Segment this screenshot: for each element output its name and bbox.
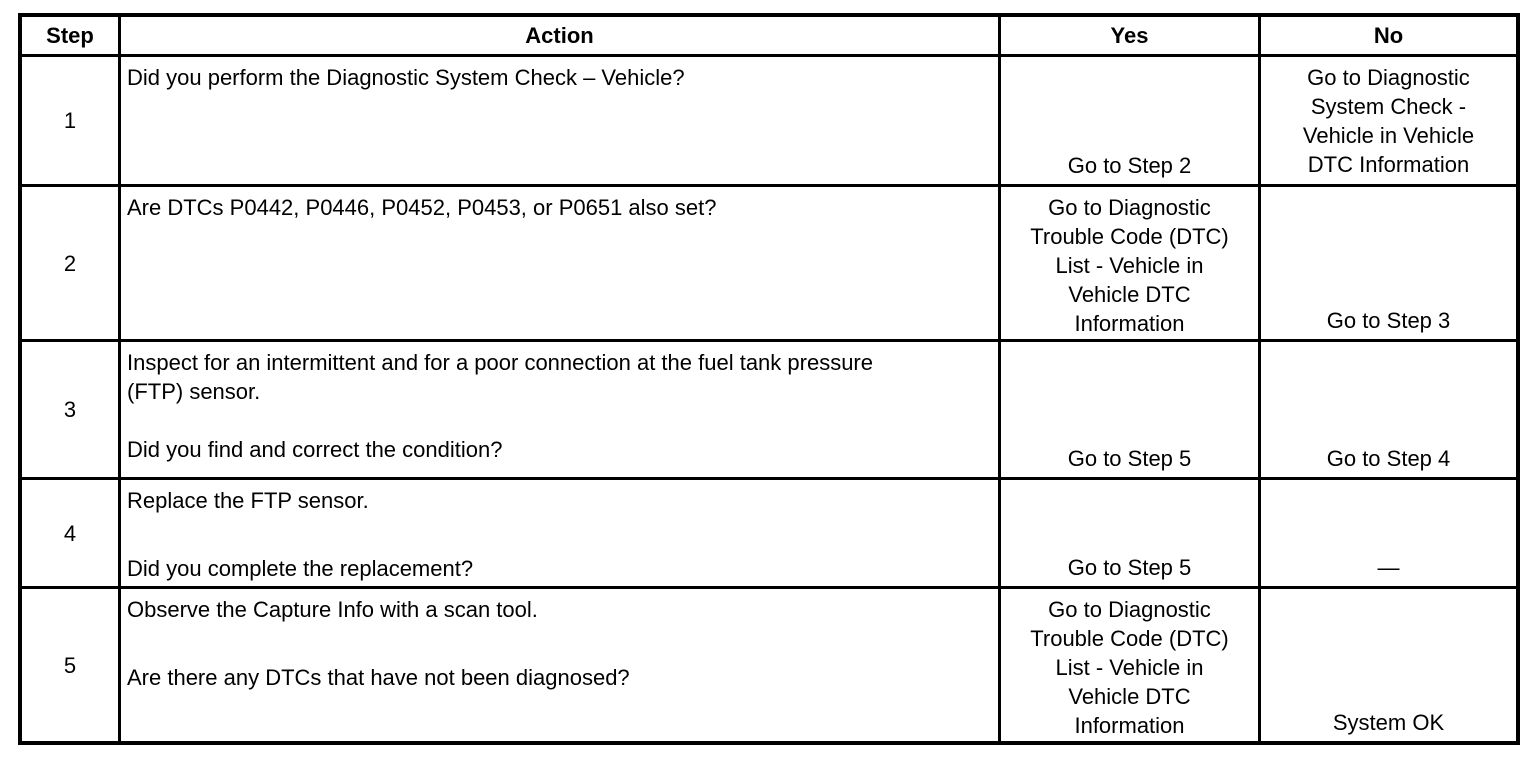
header-action: Action xyxy=(525,23,594,48)
step-number: 1 xyxy=(63,108,77,133)
yes-cell xyxy=(1001,589,1258,741)
header-step: Step xyxy=(46,23,94,48)
yes-text: Go to Diagnostic Trouble Code (DTC) List - Vehicle in Vehicle DTC Information xyxy=(1030,195,1229,336)
action-cell xyxy=(121,57,998,184)
action-text: Inspect for an intermittent and for a poor connection at the fuel tank pressure (FTP) sensor. xyxy=(127,350,873,404)
action-cell xyxy=(121,480,998,586)
yes-text: Go to Step 2 xyxy=(1067,153,1192,178)
no-text: Go to Diagnostic System Check - Vehicle in Vehicle DTC Information xyxy=(1302,65,1475,177)
action-cell xyxy=(121,342,998,477)
yes-text: Go to Step 5 xyxy=(1067,555,1192,580)
no-text: — xyxy=(1377,555,1400,580)
yes-text: Go to Diagnostic Trouble Code (DTC) List - Vehicle in Vehicle DTC Information xyxy=(1030,597,1229,738)
no-cell xyxy=(1261,57,1516,184)
no-text: System OK xyxy=(1332,710,1445,735)
no-text: Go to Step 4 xyxy=(1326,446,1451,471)
yes-text: Go to Step 5 xyxy=(1067,446,1192,471)
step-number: 2 xyxy=(63,250,77,276)
header-no: No xyxy=(1373,23,1404,48)
step-number: 5 xyxy=(63,652,77,678)
no-cell xyxy=(1261,187,1516,339)
action-cell xyxy=(121,589,998,741)
action-text: Observe the Capture Info with a scan tool. xyxy=(127,597,538,622)
action-text: Did you perform the Diagnostic System Check – Vehicle? xyxy=(127,65,685,90)
yes-cell xyxy=(1001,187,1258,339)
header-yes: Yes xyxy=(1110,23,1149,48)
yes-cell xyxy=(1001,480,1258,586)
no-cell xyxy=(1261,342,1516,477)
yes-cell xyxy=(1001,57,1258,184)
no-cell xyxy=(1261,589,1516,741)
diagnostic-table xyxy=(18,13,1520,745)
action-question: Did you find and correct the condition? xyxy=(127,437,503,462)
no-text: Go to Step 3 xyxy=(1326,308,1451,333)
yes-cell xyxy=(1001,342,1258,477)
action-text: Replace the FTP sensor. xyxy=(127,488,369,513)
step-number: 4 xyxy=(63,520,77,546)
action-question: Are there any DTCs that have not been diagnosed? xyxy=(127,665,630,690)
action-cell xyxy=(121,187,998,339)
action-text: Are DTCs P0442, P0446, P0452, P0453, or P0651 also set? xyxy=(127,195,717,220)
step-number: 3 xyxy=(63,397,77,422)
no-cell xyxy=(1261,480,1516,586)
action-question: Did you complete the replacement? xyxy=(127,556,474,581)
